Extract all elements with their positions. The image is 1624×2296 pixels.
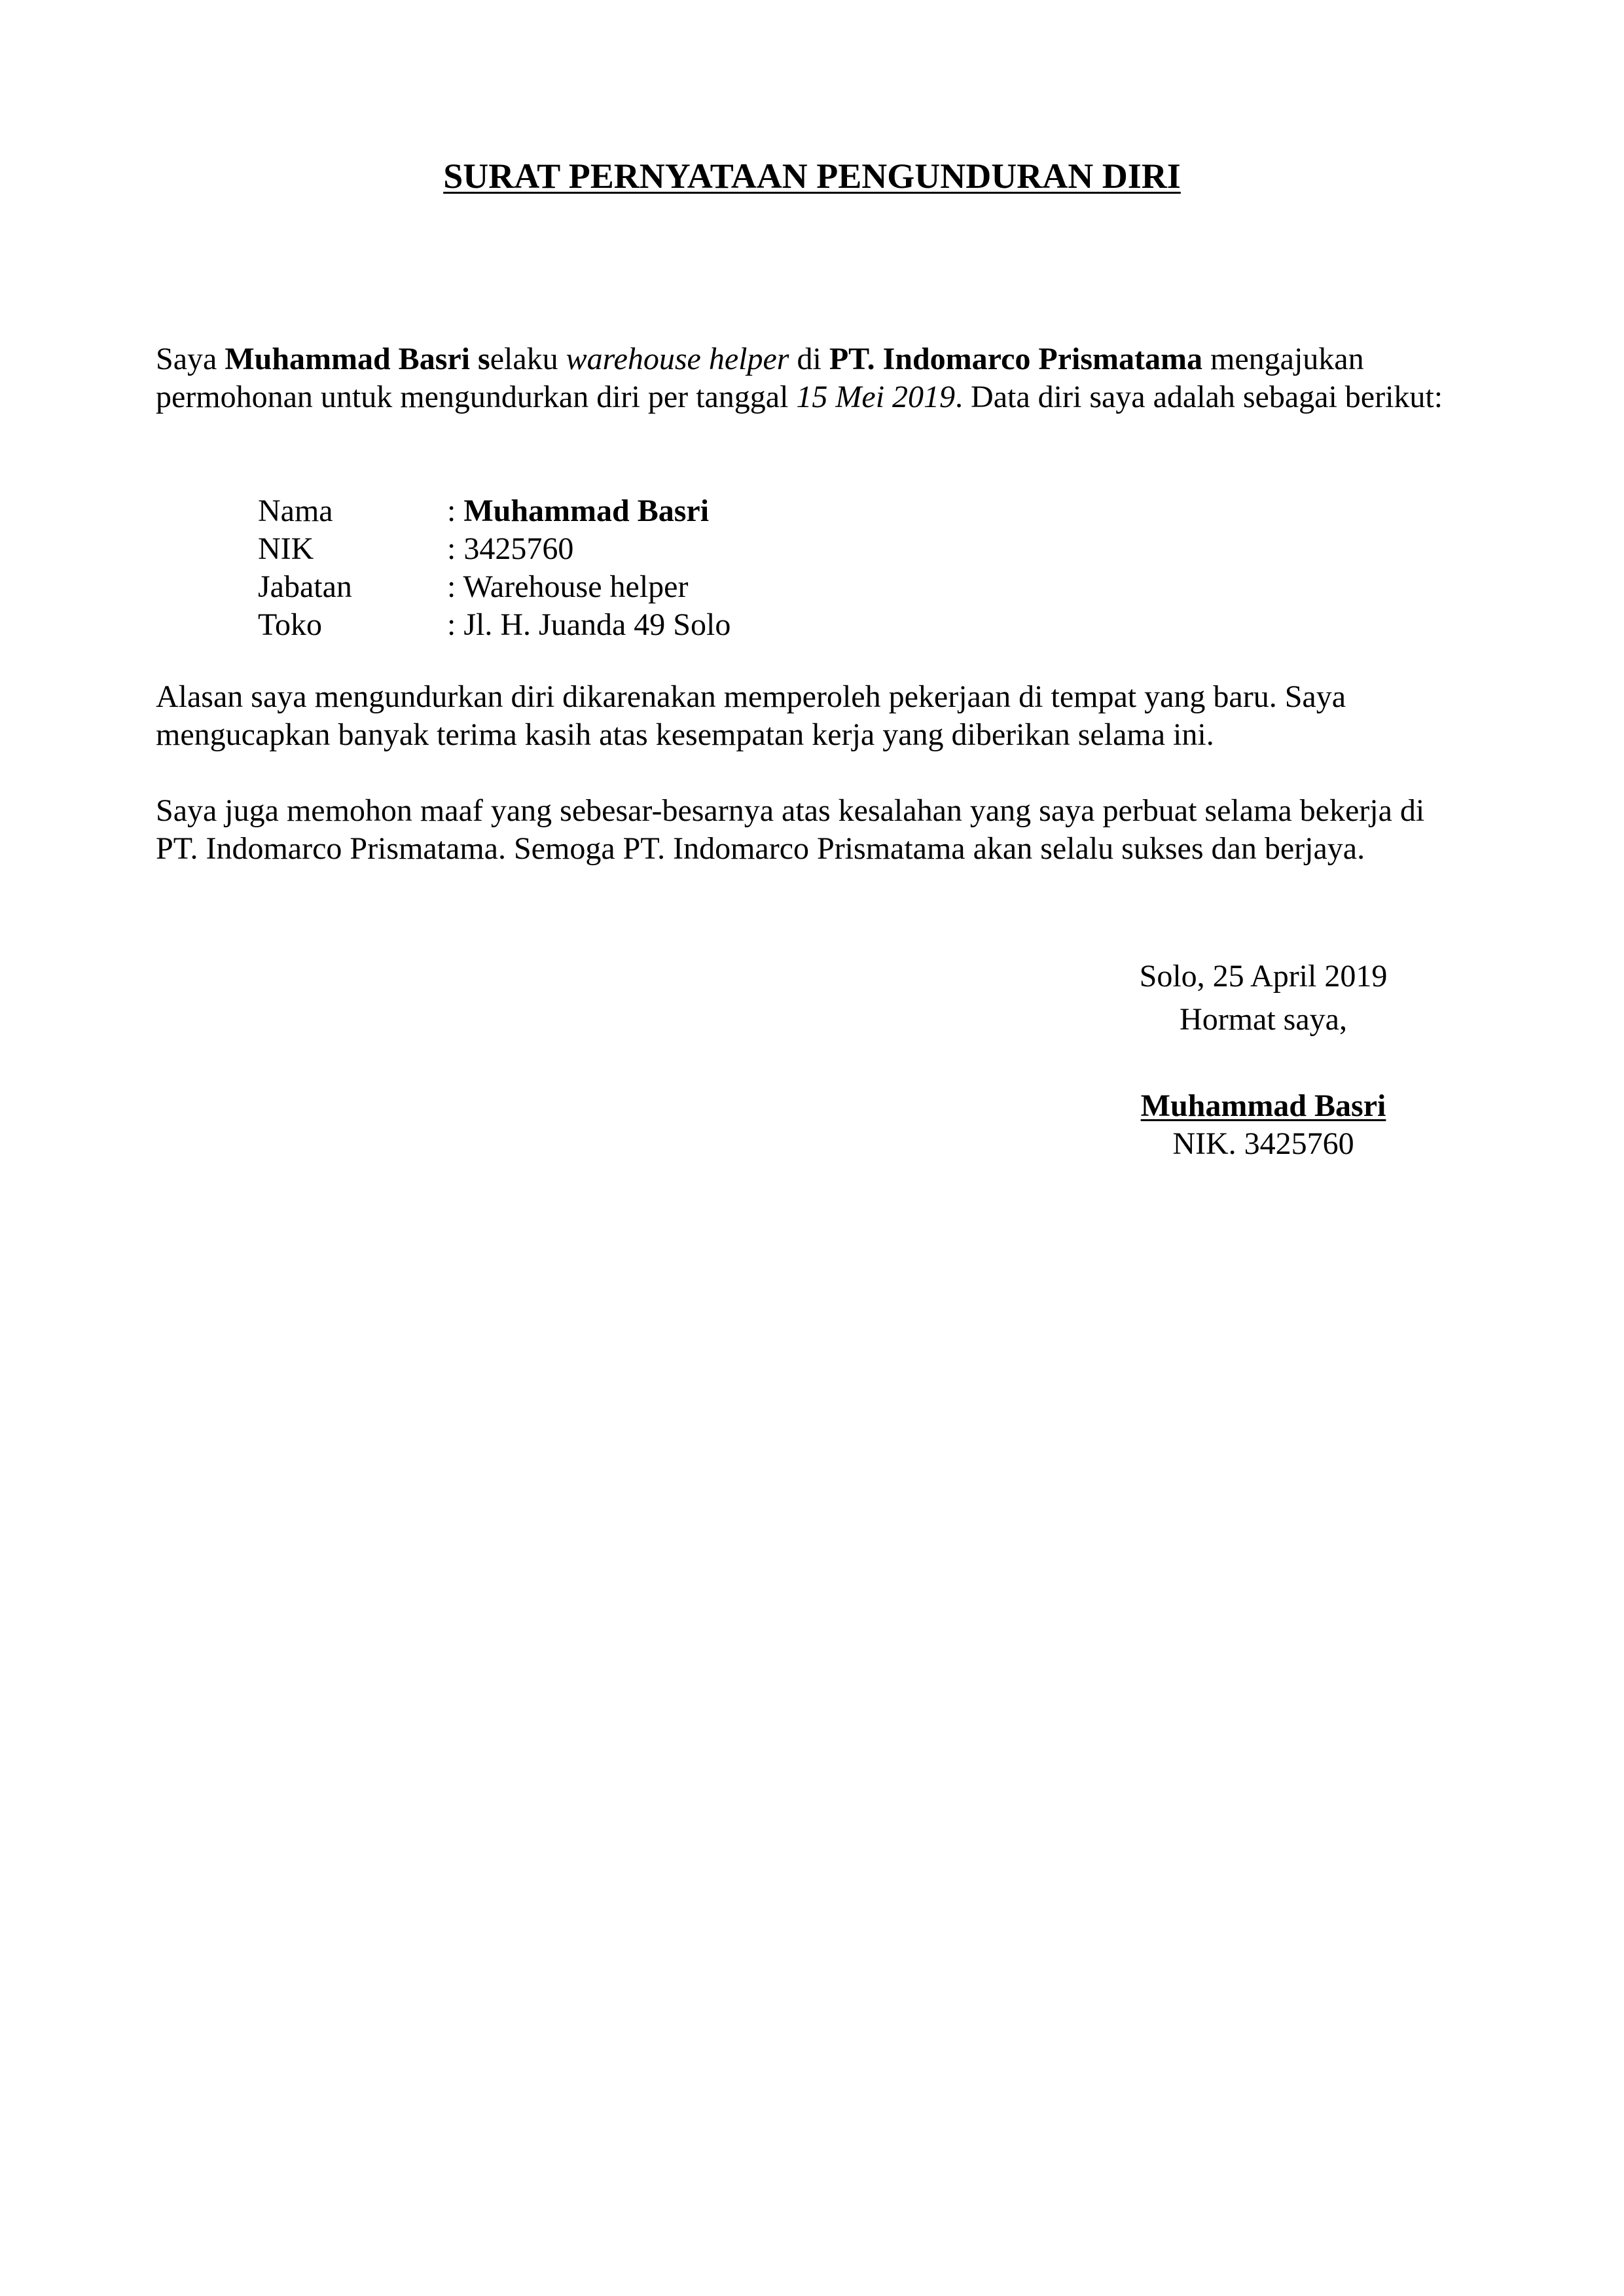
intro-paragraph [156,340,1471,416]
identity-row-position [258,568,731,606]
identity-value [447,492,709,530]
intro-text: s [470,342,490,376]
identity-value: : Jl. H. Juanda 49 Solo [447,607,731,642]
closing-greeting: Hormat saya, [1180,1002,1347,1037]
apology-paragraph: Saya juga memohon maaf yang sebesar-besarnya atas kesalahan yang saya perbuat selama bekerja di PT. Indomarco Prismatama. Semoga PT. Indomarco Prismatama akan selalu sukses dan berjaya. [156,793,1425,866]
intro-resign-date: 15 Mei 2019 [796,380,956,414]
intro-employee-name: Muhammad Basri [225,342,471,376]
intro-text: Saya [156,342,225,376]
identity-label: NIK [258,531,314,566]
place-date: Solo, 25 April 2019 [1139,959,1388,994]
identity-table [258,492,731,644]
identity-row-nik [258,530,731,568]
intro-role: warehouse helper [566,342,789,376]
intro-company: PT. Indomarco Prismatama [829,342,1202,376]
identity-label: Nama [258,493,333,528]
intro-text: . Data diri saya adalah sebagai berikut: [955,380,1443,414]
identity-label: Jabatan [258,569,352,604]
intro-text: elaku [490,342,566,376]
identity-row-store [258,606,731,644]
identity-row-name [258,492,731,530]
identity-value-name: Muhammad Basri [463,493,710,528]
intro-text: mengajukan permohonan untuk mengundurkan diri per tanggal [156,342,1364,414]
identity-label: Toko [258,607,322,642]
identity-value-prefix: : [447,493,464,528]
reason-paragraph: Alasan saya mengundurkan diri dikarenakan memperoleh pekerjaan di tempat yang baru. Saya mengucapkan banyak terima kasih atas kesempatan kerja yang diberikan selama ini. [156,679,1346,752]
signer-name: Muhammad Basri [1140,1088,1386,1123]
document-title: SURAT PERNYATAAN PENGUNDURAN DIRI [443,156,1181,196]
signer-nik: NIK. 3425760 [1172,1126,1354,1161]
identity-value: : Warehouse helper [447,569,689,604]
identity-value: : 3425760 [447,531,574,566]
intro-text: di [789,342,829,376]
